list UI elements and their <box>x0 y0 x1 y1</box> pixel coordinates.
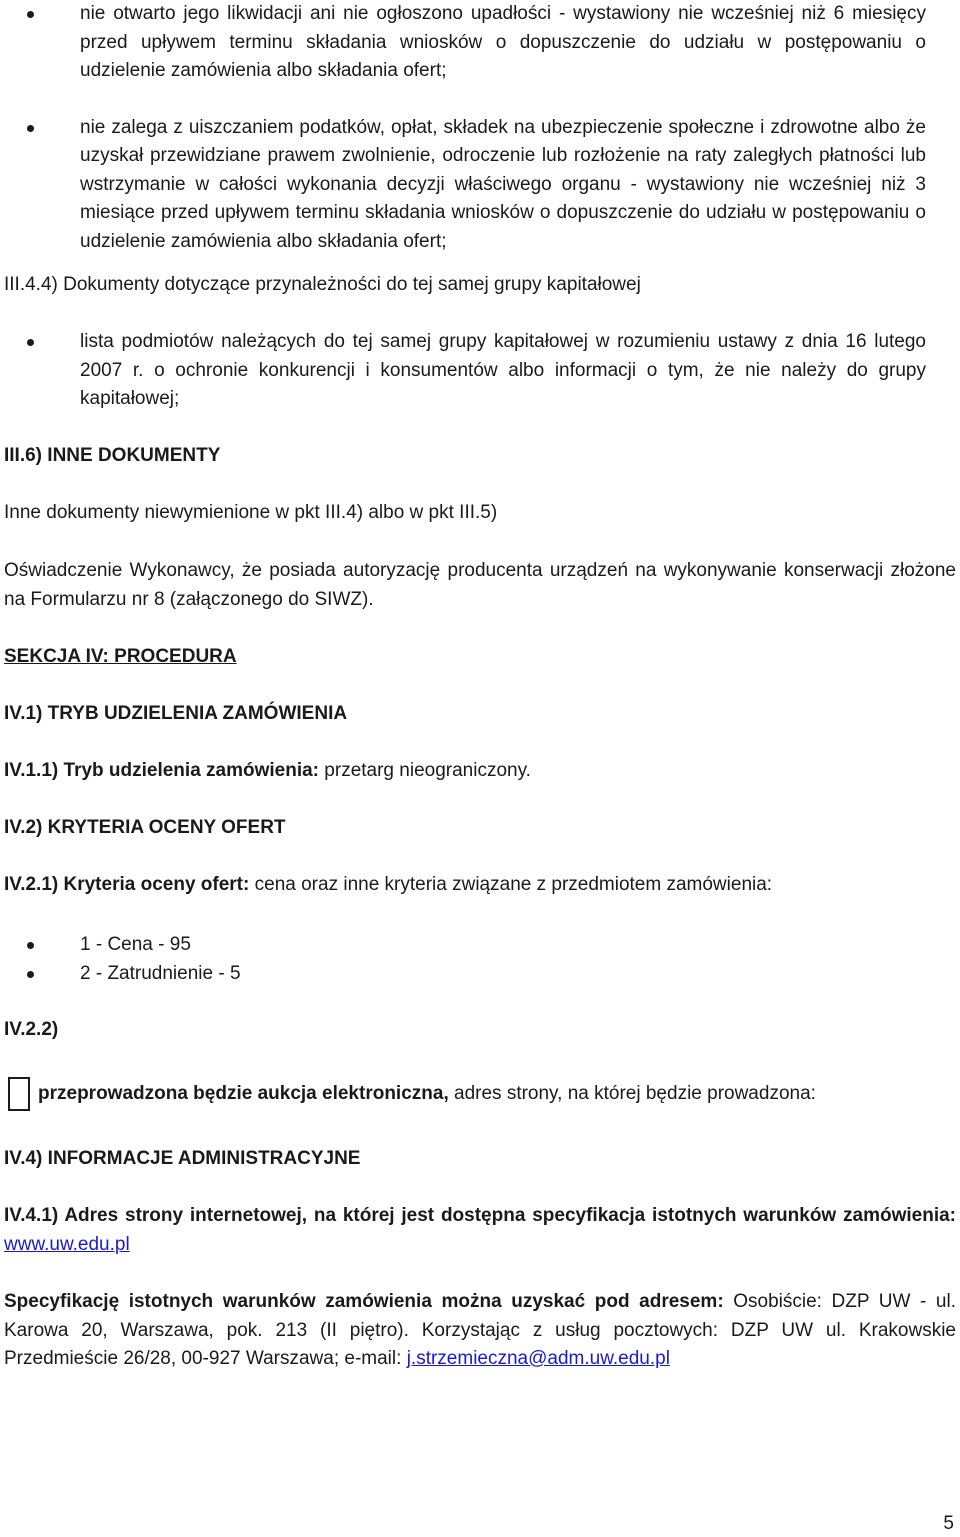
spec-address: Specyfikację istotnych warunków zamówienia można uzyskać pod adresem: Osobiście: DZP UW - ul. Karowa 20, Warszawa, pok. 213 (II piętro). Korzystając z usług pocztowych: DZP UW ul. Krakowskie Przedmieście 26/28, 00-927 Warszawa; e-mail: j.strzemieczna@adm.uw.edu.pl <box>4 1291 956 1369</box>
criteria-line: IV.2.1) Kryteria oceny ofert: cena oraz inne kryteria związane z przedmiotem zamówienia: <box>4 874 773 895</box>
section-heading-iii-4-4: III.4.4) Dokumenty dotyczące przynależności do tej samej grupy kapitałowej <box>4 274 641 295</box>
list-item: nie zalega z uiszczaniem podatków, opłat, składek na ubezpieczenie społeczne i zdrowotne albo że uzyskał przewidziane prawem zwolnienie, odroczenie lub rozłożenie na raty zaległych płatności lub wstrzymanie w całości wykonania decyzji właściwego organu - wystawiony nie wcześniej niż 3 miesiące przed upływem terminu składania wniosków o dopuszczenie do udziału w postępowaniu o udzielenie zamówienia albo składania ofert; <box>0 114 926 257</box>
list-item: 2 - Zatrudnienie - 5 <box>0 960 926 989</box>
list-item: lista podmiotów należących do tej samej grupy kapitałowej w rozumieniu ustawy z dnia 16 lutego 2007 r. o ochronie konkurencji i konsumentów albo informacji o tym, że nie należy do grupy kapitałowej; <box>0 328 926 414</box>
section-title: SEKCJA IV: PROCEDURA <box>4 646 237 667</box>
email-link[interactable]: j.strzemieczna@adm.uw.edu.pl <box>406 1348 670 1369</box>
heading-iv-2: IV.2) KRYTERIA OCENY OFERT <box>4 817 286 838</box>
heading-iv-1: IV.1) TRYB UDZIELENIA ZAMÓWIENIA <box>4 703 348 724</box>
list-item: 1 - Cena - 95 <box>0 931 926 960</box>
contractor-statement: Oświadczenie Wykonawcy, że posiada autoryzację producenta urządzeń na wykonywanie konserwacji złożone na Formularzu nr 8 (załączonego do SIWZ). <box>4 560 956 610</box>
section-heading-iii-6: III.6) INNE DOKUMENTY <box>4 445 221 466</box>
list-item: nie otwarto jego likwidacji ani nie ogłoszono upadłości - wystawiony nie wcześniej niż 6 miesięcy przed upływem terminu składania wniosków o dopuszczenie do udziału w postępowaniu o udzielenie zamówienia albo składania ofert; <box>0 0 926 86</box>
criteria-list <box>0 931 926 988</box>
other-documents-line: Inne dokumenty niewymienione w pkt III.4) albo w pkt III.5) <box>4 502 498 523</box>
heading-iv-2-2: IV.2.2) <box>4 1019 59 1040</box>
auction-line: przeprowadzona będzie aukcja elektroniczna, adres strony, na której będzie prowadzona: <box>38 1083 816 1104</box>
heading-iv-4: IV.4) INFORMACJE ADMINISTRACYJNE <box>4 1148 361 1169</box>
bullet-list-top <box>0 0 926 256</box>
auction-checkbox[interactable] <box>8 1077 30 1111</box>
page-number: 5 <box>943 1513 954 1534</box>
procedure-mode: IV.1.1) Tryb udzielenia zamówienia: przetarg nieograniczony. <box>4 760 531 781</box>
website-address: IV.4.1) Adres strony internetowej, na której jest dostępna specyfikacja istotnych warunków zamówienia: www.uw.edu.pl <box>4 1205 956 1255</box>
bullet-list-capital-group <box>0 328 926 414</box>
website-link[interactable]: www.uw.edu.pl <box>4 1233 130 1255</box>
